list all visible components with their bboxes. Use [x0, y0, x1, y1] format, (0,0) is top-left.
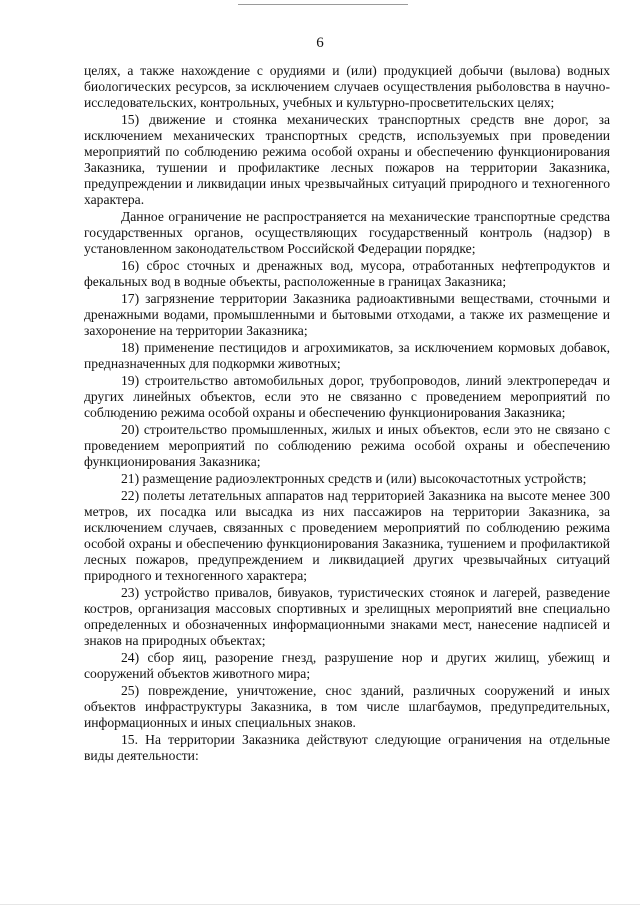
paragraph-item-16: 16) сброс сточных и дренажных вод, мусора, отработанных нефтепродуктов и фекальных вод в водные объекты, расположенные в границах Заказника;	[84, 258, 610, 289]
paragraph-item-18: 18) применение пестицидов и агрохимикатов, за исключением кормовых добавок, предназначенных для подкормки животных;	[84, 340, 610, 371]
paragraph-item-22: 22) полеты летательных аппаратов над территорией Заказника на высоте менее 300 метров, их посадка или высадка из них пассажиров на территории Заказника, за исключением случаев, связанных с проведением мероприятий по соблюдению режима особой охраны и обеспечению функционирования Заказника, тушением и профилактикой лесных пожаров, предупреждением и ликвидацией других чрезвычайных ситуаций природного и техногенного характера;	[84, 488, 610, 583]
paragraph-item-24: 24) сбор яиц, разорение гнезд, разрушение нор и других жилищ, убежищ и сооружений объектов животного мира;	[84, 650, 610, 681]
document-body	[84, 63, 610, 764]
paragraph-item-25: 25) повреждение, уничтожение, снос зданий, различных сооружений и иных объектов инфраструктуры Заказника, в том числе шлагбаумов, предупредительных, информационных и иных специальных знаков.	[84, 683, 610, 730]
paragraph-item-15: 15) движение и стоянка механических транспортных средств вне дорог, за исключением механических транспортных средств, используемых при проведении мероприятий по соблюдению режима особой охраны и обеспечению функционирования Заказника, тушении и профилактике лесных пожаров на территории Заказника, предупреждении и ликвидации иных чрезвычайных ситуаций природного и техногенного характера.	[84, 112, 610, 207]
paragraph-cont-13: целях, а также нахождение с орудиями и (или) продукцией добычи (вылова) водных биологических ресурсов, за исключением случаев осуществления рыболовства в научно-исследовательских, контрольных, учебных и культурно-просветительских целях;	[84, 63, 610, 110]
paragraph-item-17: 17) загрязнение территории Заказника радиоактивными веществами, сточными и дренажными водами, промышленными и бытовыми отходами, а также их размещение и захоронение на территории Заказника;	[84, 291, 610, 338]
paragraph-item-21: 21) размещение радиоэлектронных средств и (или) высокочастотных устройств;	[121, 471, 587, 486]
page-number: 6	[316, 35, 324, 51]
paragraph-section-15: 15. На территории Заказника действуют следующие ограничения на отдельные виды деятельности:	[84, 732, 610, 763]
top-rule	[238, 4, 408, 5]
paragraph-item-20: 20) строительство промышленных, жилых и иных объектов, если это не связано с проведением мероприятий по соблюдению режима особой охраны и обеспечению функционирования Заказника;	[84, 422, 610, 469]
paragraph-note-15: Данное ограничение не распространяется на механические транспортные средства государственных органов, осуществляющих государственный контроль (надзор) в установленном законодательством Российской Федерации порядке;	[84, 209, 610, 256]
paragraph-item-23: 23) устройство привалов, бивуаков, туристических стоянок и лагерей, разведение костров, организация массовых спортивных и зрелищных мероприятий вне специально определенных и обозначенных информационными знаками мест, нанесение надписей и знаков на природных объектах;	[84, 585, 610, 648]
paragraph-item-19: 19) строительство автомобильных дорог, трубопроводов, линий электропередач и других линейных объектов, если это не связанно с проведением мероприятий по соблюдению режима особой охраны и обеспечению функционирования Заказника;	[84, 373, 610, 420]
